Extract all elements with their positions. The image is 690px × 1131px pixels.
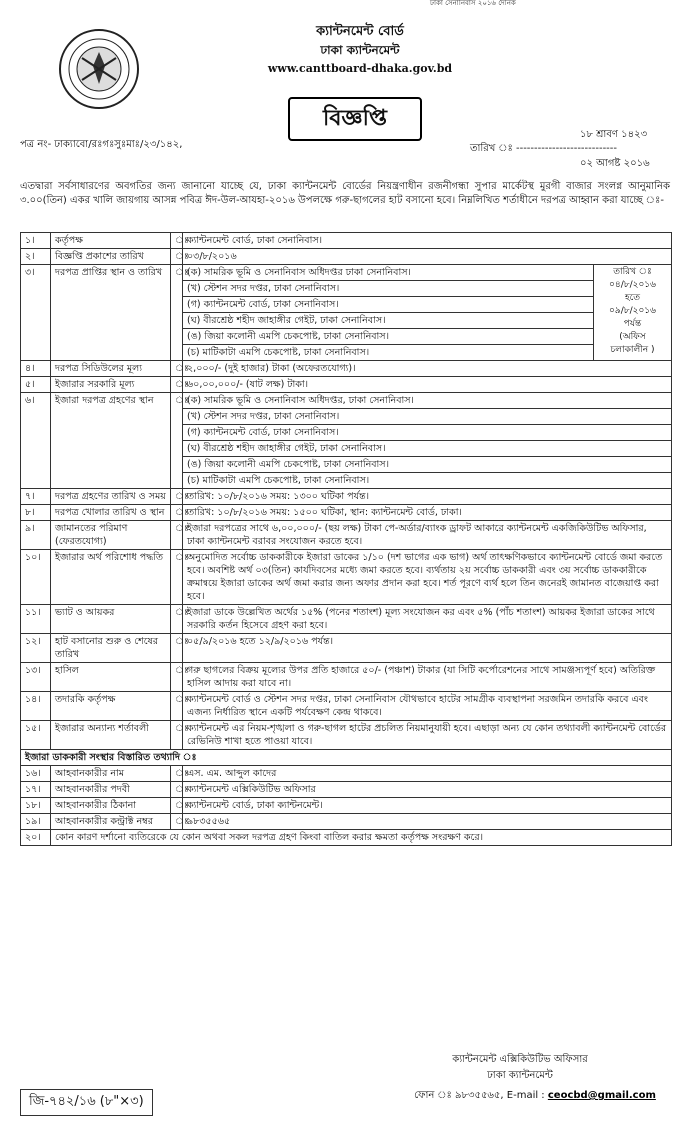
row-number: ১৪। bbox=[21, 692, 51, 721]
receive-place: (চ) মাটিকাটা এমপি চেকপোষ্ট, ঢাকা সেনানিবাস। bbox=[183, 345, 594, 361]
row-number: ৩। bbox=[21, 265, 51, 361]
signatory-designation: ক্যান্টনমেন্ট এক্সিকিউটিভ অফিসার bbox=[452, 1054, 588, 1065]
row-value: এস. এম. আব্দুল কাদের bbox=[183, 766, 672, 782]
date-box-line: পর্যন্ত bbox=[623, 319, 642, 329]
row-value: কোন কারণ দর্শানো ব্যতিরেকে যে কোন অথবা সকল দরপত্র গ্রহণ কিংবা বাতিল করার ক্ষমতা কর্তৃপক্ষ সংরক্ষণ করে। bbox=[51, 830, 672, 846]
receive-place: (ঙ) জিয়া কলোনী এমপি চেকপোষ্ট, ঢাকা সেনানিবাস। bbox=[183, 329, 594, 345]
submit-place: (ক) সামরিক ভূমি ও সেনানিবাস অধিদপ্তর, ঢাকা সেনানিবাস। bbox=[183, 393, 672, 409]
row-value: ইজারা ডাকে উল্লেখিত অর্থের ১৫% (পনের শতাংশ) মূল্য সংযোজন কর এবং ৫% (পাঁচ শতাংশ) আয়কর ইজারা ডাকের সাথে সরকারি কর্তন হিসেবে গ্রহণ করা হবে। bbox=[183, 605, 672, 634]
receive-place: (ক) সামরিক ভূমি ও সেনানিবাস অধিদপ্তর ঢাকা সেনানিবাস। bbox=[183, 265, 594, 281]
submit-place: (গ) ক্যান্টনমেন্ট বোর্ড, ঢাকা সেনানিবাস। bbox=[183, 425, 672, 441]
date-box-line: চলাকালীন ) bbox=[610, 345, 655, 355]
row-colon: ঃ bbox=[171, 521, 183, 550]
row-number: ৮। bbox=[21, 505, 51, 521]
row-number: ১৯। bbox=[21, 814, 51, 830]
row-number: ১৭। bbox=[21, 782, 51, 798]
row-label: দরপত্র সিডিউলের মূল্য bbox=[51, 361, 171, 377]
row-number: ১২। bbox=[21, 634, 51, 663]
row-label: জামানতের পরিমাণ (ফেরতযোগ্য) bbox=[51, 521, 171, 550]
row-number: ১০। bbox=[21, 550, 51, 605]
table-row bbox=[21, 489, 672, 505]
row-number: ১৬। bbox=[21, 766, 51, 782]
row-number: ১৮। bbox=[21, 798, 51, 814]
conditions-table bbox=[20, 232, 672, 846]
row-label: হাট বসানোর শুরু ও শেষের তারিখ bbox=[51, 634, 171, 663]
row-label: ইজারার সরকারি মূল্য bbox=[51, 377, 171, 393]
row-value: ইজারা দরপত্রের সাথে ৬,০০,০০০/- (ছয় লক্ষ) টাকা পে-অর্ডার/ব্যাংক ড্রাফট আকারে ক্যান্টনমেন্ট একজিকিউটিভ অফিসার, ঢাকা ক্যান্টনমেন্ট বরাবর সংযোজন করতে হবে। bbox=[183, 521, 672, 550]
table-row bbox=[21, 798, 672, 814]
row-colon: ঃ bbox=[171, 393, 183, 489]
row-value: গরু ছাগলের বিক্রয় মূল্যের উপর প্রতি হাজারে ৫০/- (পঞ্চাশ) টাকার (যা সিটি কর্পোরেশনের সাথে সামঞ্জস্যপূর্ণ হবে) অতিরিক্ত হাসিল আদায় করা যাবে না। bbox=[183, 663, 672, 692]
section-heading: ইজারা ডাককারী সংস্থার বিস্তারিত তথ্যাদি ঃ bbox=[21, 750, 672, 766]
row-number: ৬। bbox=[21, 393, 51, 489]
row-value: ক্যান্টনমেন্ট বোর্ড ও স্টেশন সদর দপ্তর, ঢাকা সেনানিবাস যৌথভাবে হাটের সামগ্রীক ব্যবস্থাপনা সরজমিন তদারকি করবে এবং এজন্য নির্ধারিত স্থানে একটি পর্যবেক্ষণ কেন্দ্র থাকবে। bbox=[183, 692, 672, 721]
row-label: আহবানকারীর ঠিকানা bbox=[51, 798, 171, 814]
table-row bbox=[21, 605, 672, 634]
row-number: ১। bbox=[21, 233, 51, 249]
org-name: ক্যান্টনমেন্ট বোর্ড bbox=[316, 24, 404, 39]
row-colon: ঃ bbox=[171, 605, 183, 634]
table-row bbox=[21, 766, 672, 782]
row-number: ৯। bbox=[21, 521, 51, 550]
row-value: ২,০০০/- (দুই হাজার) টাকা (অফেরতযোগ্য)। bbox=[183, 361, 672, 377]
memo-number: পত্র নং- ঢাক্যাবো/রঃগঃসুঃমাঃ/২৩/১৪২, bbox=[20, 139, 183, 150]
table-row bbox=[21, 249, 672, 265]
row-value: ক্যান্টনমেন্ট এক্সিকিউটিভ অফিসার bbox=[183, 782, 672, 798]
table-row bbox=[21, 265, 672, 281]
row-number: ৪। bbox=[21, 361, 51, 377]
row-colon: ঃ bbox=[171, 692, 183, 721]
row-label: ইজারা দরপত্র গ্রহণের স্থান bbox=[51, 393, 171, 489]
row-colon: ঃ bbox=[171, 249, 183, 265]
row-colon: ঃ bbox=[171, 489, 183, 505]
row-colon: ঃ bbox=[171, 814, 183, 830]
table-row bbox=[21, 550, 672, 605]
row-colon: ঃ bbox=[171, 782, 183, 798]
row-colon: ঃ bbox=[171, 377, 183, 393]
receive-date-box bbox=[594, 265, 672, 361]
receive-place: (গ) ক্যান্টনমেন্ট বোর্ড, ঢাকা সেনানিবাস। bbox=[183, 297, 594, 313]
row-label: দরপত্র প্রাপ্তির স্থান ও তারিখ bbox=[51, 265, 171, 361]
table-row bbox=[21, 663, 672, 692]
row-colon: ঃ bbox=[171, 766, 183, 782]
submit-place: (খ) স্টেশন সদর দপ্তর, ঢাকা সেনানিবাস। bbox=[183, 409, 672, 425]
table-row bbox=[21, 393, 672, 409]
row-label: ভ্যাট ও আয়কর bbox=[51, 605, 171, 634]
row-value: তারিখ: ১০/৮/২০১৬ সময়: ১৫০০ ঘটিকা, স্থান: ক্যান্টনমেন্ট বোর্ড, ঢাকা। bbox=[183, 505, 672, 521]
intro-paragraph: এতদ্বারা সর্বসাধারণের অবগতির জন্য জানানো যাচ্ছে যে, ঢাকা ক্যান্টনমেন্ট বোর্ডের নিয়ন্ত্রণাধীন রজনীগন্ধা সুপার মার্কেটস্থ মুরগী বাজার সংলগ্ন আনুমানিক ৩.০০(তিন) একর খালি জায়গায় আসন্ন পবিত্র ঈদ-উল-আযহা-২০১৬ উপলক্ষে গরু-ছাগলের হাট বসানো হবে। নিম্নলিখিত শর্তাধীনে দরপত্র আহ্বান করা যাচ্ছে ঃ- bbox=[20, 181, 670, 206]
contact-prefix: ফোন ঃ ৯৮৩৫৫৬৫, E-mail : bbox=[414, 1090, 548, 1101]
table-row bbox=[21, 521, 672, 550]
date-bengali: ১৮ শ্রাবণ ১৪২৩ bbox=[580, 129, 648, 140]
table-section-row bbox=[21, 750, 672, 766]
date-box-line: ০৯/৮/২০১৬ bbox=[609, 306, 656, 316]
row-label: ইজারার অর্থ পরিশোধ পদ্ধতি bbox=[51, 550, 171, 605]
row-colon: ঃ bbox=[171, 505, 183, 521]
row-label: কর্তৃপক্ষ bbox=[51, 233, 171, 249]
submit-place: (চ) মাটিকাটা এমপি চেকপোষ্ট, ঢাকা সেনানিবাস। bbox=[183, 473, 672, 489]
table-row bbox=[21, 634, 672, 663]
row-colon: ঃ bbox=[171, 663, 183, 692]
row-colon: ঃ bbox=[171, 634, 183, 663]
date-box-line: হতে bbox=[624, 293, 641, 303]
top-cut-text: ঢাকা সেনানিবাস ২০১৬ দৈনিক bbox=[430, 0, 516, 7]
date-label: তারিখ ঃ ---------------------------- bbox=[470, 143, 618, 154]
row-colon: ঃ bbox=[171, 798, 183, 814]
row-number: ৫। bbox=[21, 377, 51, 393]
cantonment-board-logo bbox=[58, 28, 140, 110]
table-row bbox=[21, 692, 672, 721]
row-value: ক্যান্টনমেন্ট বোর্ড, ঢাকা সেনানিবাস। bbox=[183, 233, 672, 249]
date-box-line: তারিখ ঃ bbox=[613, 267, 652, 277]
row-value: তারিখ: ১০/৮/২০১৬ সময়: ১৩০০ ঘটিকা পর্যন্ত। bbox=[183, 489, 672, 505]
row-number: ১১। bbox=[21, 605, 51, 634]
row-label: তদারকি কর্তৃপক্ষ bbox=[51, 692, 171, 721]
row-colon: ঃ bbox=[171, 361, 183, 377]
row-value: ক্যান্টনমেন্ট এর নিয়ম-শৃঙ্খলা ও গরু-ছাগল হাটের প্রচলিত নিয়মানুযায়ী হবে। এছাড়া অন্য যে কোন তথ্যাবলী ক্যান্টনমেন্ট বোর্ডের রেভিনিউ শাখা হতে পাওয়া যাবে। bbox=[183, 721, 672, 750]
email-link[interactable]: ceocbd@gmail.com bbox=[547, 1090, 656, 1101]
table-row bbox=[21, 830, 672, 846]
submit-place: (ঙ) জিয়া কলোনী এমপি চেকপোষ্ট, ঢাকা সেনানিবাস। bbox=[183, 457, 672, 473]
row-colon: ঃ bbox=[171, 550, 183, 605]
row-number: ১৩। bbox=[21, 663, 51, 692]
table-row bbox=[21, 814, 672, 830]
date-box-line: ০৪/৮/২০১৬ bbox=[609, 280, 656, 290]
publication-code: জি-৭৪২/১৬ (৮"×৩) bbox=[20, 1089, 153, 1116]
row-label: আহবানকারীর নাম bbox=[51, 766, 171, 782]
table-row bbox=[21, 782, 672, 798]
row-label: দরপত্র গ্রহণের তারিখ ও সময় bbox=[51, 489, 171, 505]
table-row bbox=[21, 377, 672, 393]
table-row bbox=[21, 361, 672, 377]
row-number: ৭। bbox=[21, 489, 51, 505]
org-place: ঢাকা ক্যান্টনমেন্ট bbox=[320, 43, 400, 57]
website-link[interactable]: www.canttboard-dhaka.gov.bd bbox=[267, 62, 453, 75]
receive-place: (খ) স্টেশন সদর দপ্তর, ঢাকা সেনানিবাস। bbox=[183, 281, 594, 297]
row-colon: ঃ bbox=[171, 721, 183, 750]
table-row bbox=[21, 233, 672, 249]
row-label: ইজারার অন্যান্য শর্তাবলী bbox=[51, 721, 171, 750]
row-number: ২। bbox=[21, 249, 51, 265]
row-value: ০৩/৮/২০১৬ bbox=[183, 249, 672, 265]
contact-line bbox=[390, 1088, 680, 1105]
row-colon: ঃ bbox=[171, 265, 183, 361]
row-value: ৯৮৩৫৫৬৫ bbox=[183, 814, 672, 830]
row-value: ৬০,০০,০০০/- (ষাট লক্ষ) টাকা। bbox=[183, 377, 672, 393]
row-number: ১৫। bbox=[21, 721, 51, 750]
date-box-line: (অফিস bbox=[619, 332, 646, 342]
submit-place: (ঘ) বীরশ্রেষ্ঠ শহীদ জাহাঙ্গীর গেইট, ঢাকা সেনানিবাস। bbox=[183, 441, 672, 457]
table-row bbox=[21, 721, 672, 750]
row-label: আহবানকারীর কন্ট্রাক্ট নম্বর bbox=[51, 814, 171, 830]
row-label: আহবানকারীর পদবী bbox=[51, 782, 171, 798]
row-label: বিজ্ঞপ্তি প্রকাশের তারিখ bbox=[51, 249, 171, 265]
row-colon: ঃ bbox=[171, 233, 183, 249]
row-label: হাসিল bbox=[51, 663, 171, 692]
date-gregorian: ০২ আগষ্ট ২০১৬ bbox=[580, 158, 650, 169]
row-label: দরপত্র খোলার তারিখ ও স্থান bbox=[51, 505, 171, 521]
notice-title: বিজ্ঞপ্তি bbox=[288, 97, 422, 141]
receive-place: (ঘ) বীরশ্রেষ্ঠ শহীদ জাহাঙ্গীর গেইট, ঢাকা সেনানিবাস। bbox=[183, 313, 594, 329]
signatory-office: ঢাকা ক্যান্টনমেন্ট bbox=[487, 1070, 553, 1081]
row-value: অনুমোদিত সর্বোচ্চ ডাককারীকে ইজারা ডাকের ১/১০ (দশ ভাগের এক ভাগ) অর্থ তাৎক্ষণিকভাবে ক্যান্টনমেন্ট বোর্ডে জমা করতে হবে। অবশিষ্ট অর্থ ০৩(তিন) কার্যদিবসের মধ্যে জমা করতে হবে। ব্যর্থতায় ২য় সর্বোচ্চ ডাককারী এবং ৩য় সর্বোচ্চ ডাককারীকে ক্রমান্বয়ে ইজারা ডাকের অর্থ জমা করার জন্য অফার প্রদান করা হবে। শর্ত পূরণে ব্যর্থ হলে তিন জনেরই জামানত বাজেয়াপ্ত করা হবে। bbox=[183, 550, 672, 605]
table-row bbox=[21, 505, 672, 521]
row-number: ২০। bbox=[21, 830, 51, 846]
row-value: ক্যান্টনমেন্ট বোর্ড, ঢাকা ক্যান্টনমেন্ট। bbox=[183, 798, 672, 814]
row-value: ০৫/৯/২০১৬ হতে ১২/৯/২০১৬ পর্যন্ত। bbox=[183, 634, 672, 663]
